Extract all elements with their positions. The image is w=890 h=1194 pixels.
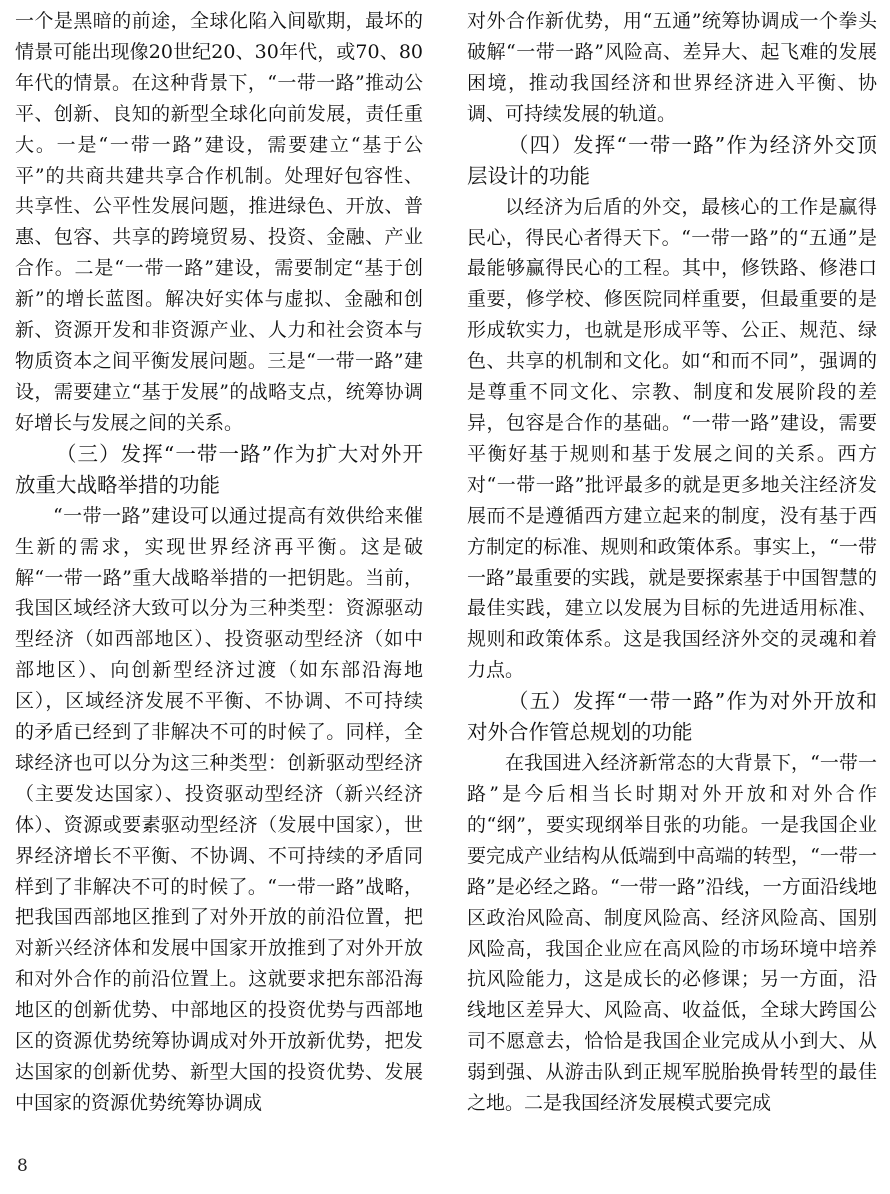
left-column (15, 6, 423, 1119)
section-heading-3: （三）发挥“一带一路”作为扩大对外开放重大战略举措的功能 (15, 441, 423, 497)
page-number: 8 (17, 1156, 28, 1176)
right-column (467, 6, 877, 1119)
section-heading-4: （四）发挥“一带一路”作为经济外交顶层设计的功能 (467, 132, 877, 188)
paragraph-continued-left: 一个是黑暗的前途，全球化陷入间歇期，最坏的情景可能出现像20世纪20、30年代，或70、80年代的情景。在这种背景下，“一带一路”推动公平、创新、良知的新型全球化向前发展，责任重大。一是“一带一路”建设，需要建立“基于公平”的共商共建共享合作机制。处理好包容性、共享性、公平性发展问题，推进绿色、开放、普惠、包容、共享的跨境贸易、投资、金融、产业合作。二是“一带一路”建设，需要制定“基于创新”的增长蓝图。解决好实体与虚拟、金融和创新、资源开发和非资源产业、人力和社会资本与物质资本之间平衡发展问题。三是“一带一路”建设，需要建立“基于发展”的战略支点，统筹协调好增长与发展之间的关系。 (15, 10, 423, 434)
paragraph-section-3: “一带一路”建设可以通过提高有效供给来催生新的需求，实现世界经济再平衡。这是破解“一带一路”重大战略举措的一把钥匙。当前，我国区域经济大致可以分为三种类型：资源驱动型经济（如西部地区）、投资驱动型经济（如中部地区）、向创新型经济过渡（如东部沿海地区），区域经济发展不平衡、不协调、不可持续的矛盾已经到了非解决不可的时候了。同样，全球经济也可以分为这三种类型：创新驱动型经济（主要发达国家）、投资驱动型经济（新兴经济体）、资源或要素驱动型经济（发展中国家），世界经济增长不平衡、不协调、不可持续的矛盾同样到了非解决不可的时候了。“一带一路”战略，把我国西部地区推到了对外开放的前沿位置，把对新兴经济体和发展中国家开放推到了对外开放和对外合作的前沿位置上。这就要求把东部沿海地区的创新优势、中部地区的投资优势与西部地区的资源优势统筹协调成对外开放新优势，把发达国家的创新优势、新型大国的投资优势、发展中国家的资源优势统筹协调成 (15, 504, 423, 1114)
paragraph-continued-right: 对外合作新优势，用“五通”统筹协调成一个拳头破解“一带一路”风险高、差异大、起飞难的发展困境，推动我国经济和世界经济进入平衡、协调、可持续发展的轨道。 (467, 10, 877, 125)
paragraph-section-5: 在我国进入经济新常态的大背景下，“一带一路”是今后相当长时期对外开放和对外合作的“纲”，要实现纲举目张的功能。一是我国企业要完成产业结构从低端到中高端的转型，“一带一路”是必经之路。“一带一路”沿线，一方面沿线地区政治风险高、制度风险高、经济风险高、国别风险高，我国企业应在高风险的市场环境中培养抗风险能力，这是成长的必修课；另一方面，沿线地区差异大、风险高、收益低，全球大跨国公司不愿意去，恰恰是我国企业完成从小到大、从弱到强、从游击队到正规军脱胎换骨转型的最佳之地。二是我国经济发展模式要完成 (467, 752, 877, 1115)
paragraph-section-4: 以经济为后盾的外交，最核心的工作是赢得民心，得民心者得天下。“一带一路”的“五通”是最能够赢得民心的工程。其中，修铁路、修港口重要，修学校、修医院同样重要，但最重要的是形成软实力，也就是形成平等、公正、规范、绿色、共享的机制和文化。如“和而不同”，强调的是尊重不同文化、宗教、制度和发展阶段的差异，包容是合作的基础。“一带一路”建设，需要平衡好基于规则和基于发展之间的关系。西方对“一带一路”批评最多的就是更多地关注经济发展而不是遵循西方建立起来的制度，没有基于西方制定的标准、规则和政策体系。事实上，“一带一路”最重要的实践，就是要探索基于中国智慧的最佳实践，建立以发展为目标的先进适用标准、规则和政策体系。这是我国经济外交的灵魂和着力点。 (467, 195, 877, 682)
section-heading-5: （五）发挥“一带一路”作为对外开放和对外合作管总规划的功能 (467, 689, 877, 745)
